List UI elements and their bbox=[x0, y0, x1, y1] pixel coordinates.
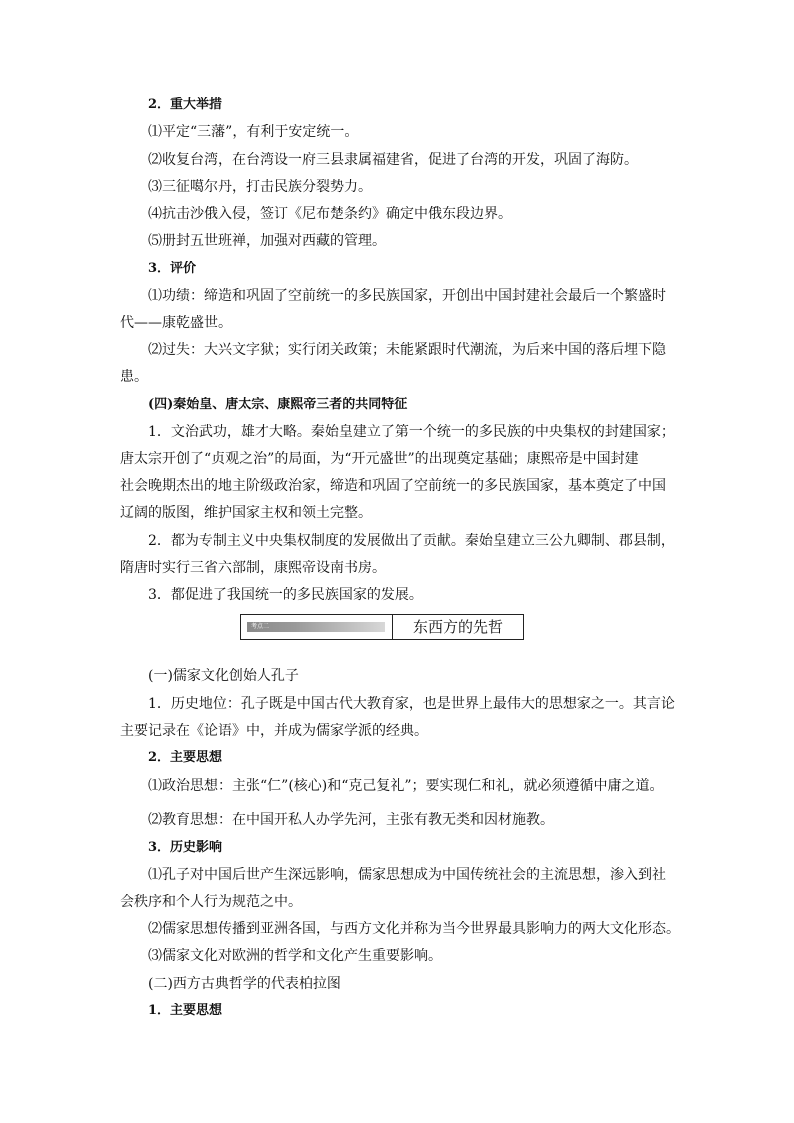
text-line: ⑵教育思想：在中国开私人办学先河，主张有教无类和因材施教。 bbox=[148, 812, 554, 828]
heading-plato-ideas: 1．主要思想 bbox=[148, 1003, 223, 1018]
text-line: ⑷抗击沙俄入侵，签订《尼布楚条约》确定中俄东段边界。 bbox=[148, 206, 512, 222]
text-line: 2．都为专制主义中央集权制度的发展做出了贡献。秦始皇建立三公九卿制、郡县制， bbox=[148, 533, 675, 549]
text-line: ⑴平定“三藩”，有利于安定统一。 bbox=[148, 124, 359, 140]
section-tag: 考点二 bbox=[247, 622, 385, 632]
heading-main-ideas: 2．主要思想 bbox=[148, 750, 223, 765]
text-line: 主要记录在《论语》中，并成为儒家学派的经典。 bbox=[120, 723, 428, 739]
section-header-box bbox=[240, 614, 524, 640]
text-line: 唐太宗开创了“贞观之治”的局面，为“开元盛世”的出现奠定基础；康熙帝是中国封建 bbox=[120, 451, 639, 467]
text-line: ⑴孔子对中国后世产生深远影响，儒家思想成为中国传统社会的主流思想，渗入到社 bbox=[148, 867, 666, 883]
heading-influence: 3．历史影响 bbox=[148, 840, 223, 855]
text-line: 社会晚期杰出的地主阶级政治家，缔造和巩固了空前统一的多民族国家，基本奠定了中国 bbox=[120, 478, 666, 494]
text-line: 辽阔的版图，维护国家主权和领土完整。 bbox=[120, 505, 372, 521]
text-line: ⑵过失：大兴文字狱；实行闭关政策；未能紧跟时代潮流，为后来中国的落后埋下隐 bbox=[148, 342, 666, 358]
text-line: ⑴功绩：缔造和巩固了空前统一的多民族国家，开创出中国封建社会最后一个繁盛时 bbox=[148, 288, 666, 304]
heading-confucius: (一)儒家文化创始人孔子 bbox=[148, 668, 299, 684]
text-line: 3．都促进了我国统一的多民族国家的发展。 bbox=[148, 587, 423, 603]
heading-major-measures: 2．重大举措 bbox=[148, 97, 223, 112]
text-line: ⑶三征噶尔丹，打击民族分裂势力。 bbox=[148, 179, 372, 195]
text-line: 1．文治武功，雄才大略。秦始皇建立了第一个统一的多民族的中央集权的封建国家； bbox=[148, 424, 675, 440]
text-line: 1．历史地位：孔子既是中国古代大教育家，也是世界上最伟大的思想家之一。其言论 bbox=[148, 696, 675, 712]
text-line: ⑴政治思想：主张“仁”(核心)和“克己复礼”；要实现仁和礼，就必须遵循中庸之道。 bbox=[148, 778, 664, 794]
text-line: 隋唐时实行三省六部制，康熙帝设南书房。 bbox=[120, 560, 386, 576]
text-line: 代——康乾盛世。 bbox=[120, 315, 232, 331]
text-line: 患。 bbox=[120, 369, 148, 385]
heading-common-traits: (四)秦始皇、唐太宗、康熙帝三者的共同特征 bbox=[148, 397, 408, 412]
text-line: 会秩序和个人行为规范之中。 bbox=[120, 894, 302, 910]
text-line: ⑵儒家思想传播到亚洲各国，与西方文化并称为当今世界最具影响力的两大文化形态。 bbox=[148, 921, 680, 937]
section-tag-cell bbox=[241, 615, 393, 639]
section-title: 东西方的先哲 bbox=[412, 618, 503, 636]
heading-plato: (二)西方古典哲学的代表柏拉图 bbox=[148, 976, 341, 992]
text-line: ⑸册封五世班禅，加强对西藏的管理。 bbox=[148, 233, 386, 249]
text-line: ⑵收复台湾，在台湾设一府三县隶属福建省，促进了台湾的开发，巩固了海防。 bbox=[148, 152, 638, 168]
text-line: ⑶儒家文化对欧洲的哲学和文化产生重要影响。 bbox=[148, 948, 442, 964]
heading-evaluation: 3．评价 bbox=[148, 261, 197, 276]
